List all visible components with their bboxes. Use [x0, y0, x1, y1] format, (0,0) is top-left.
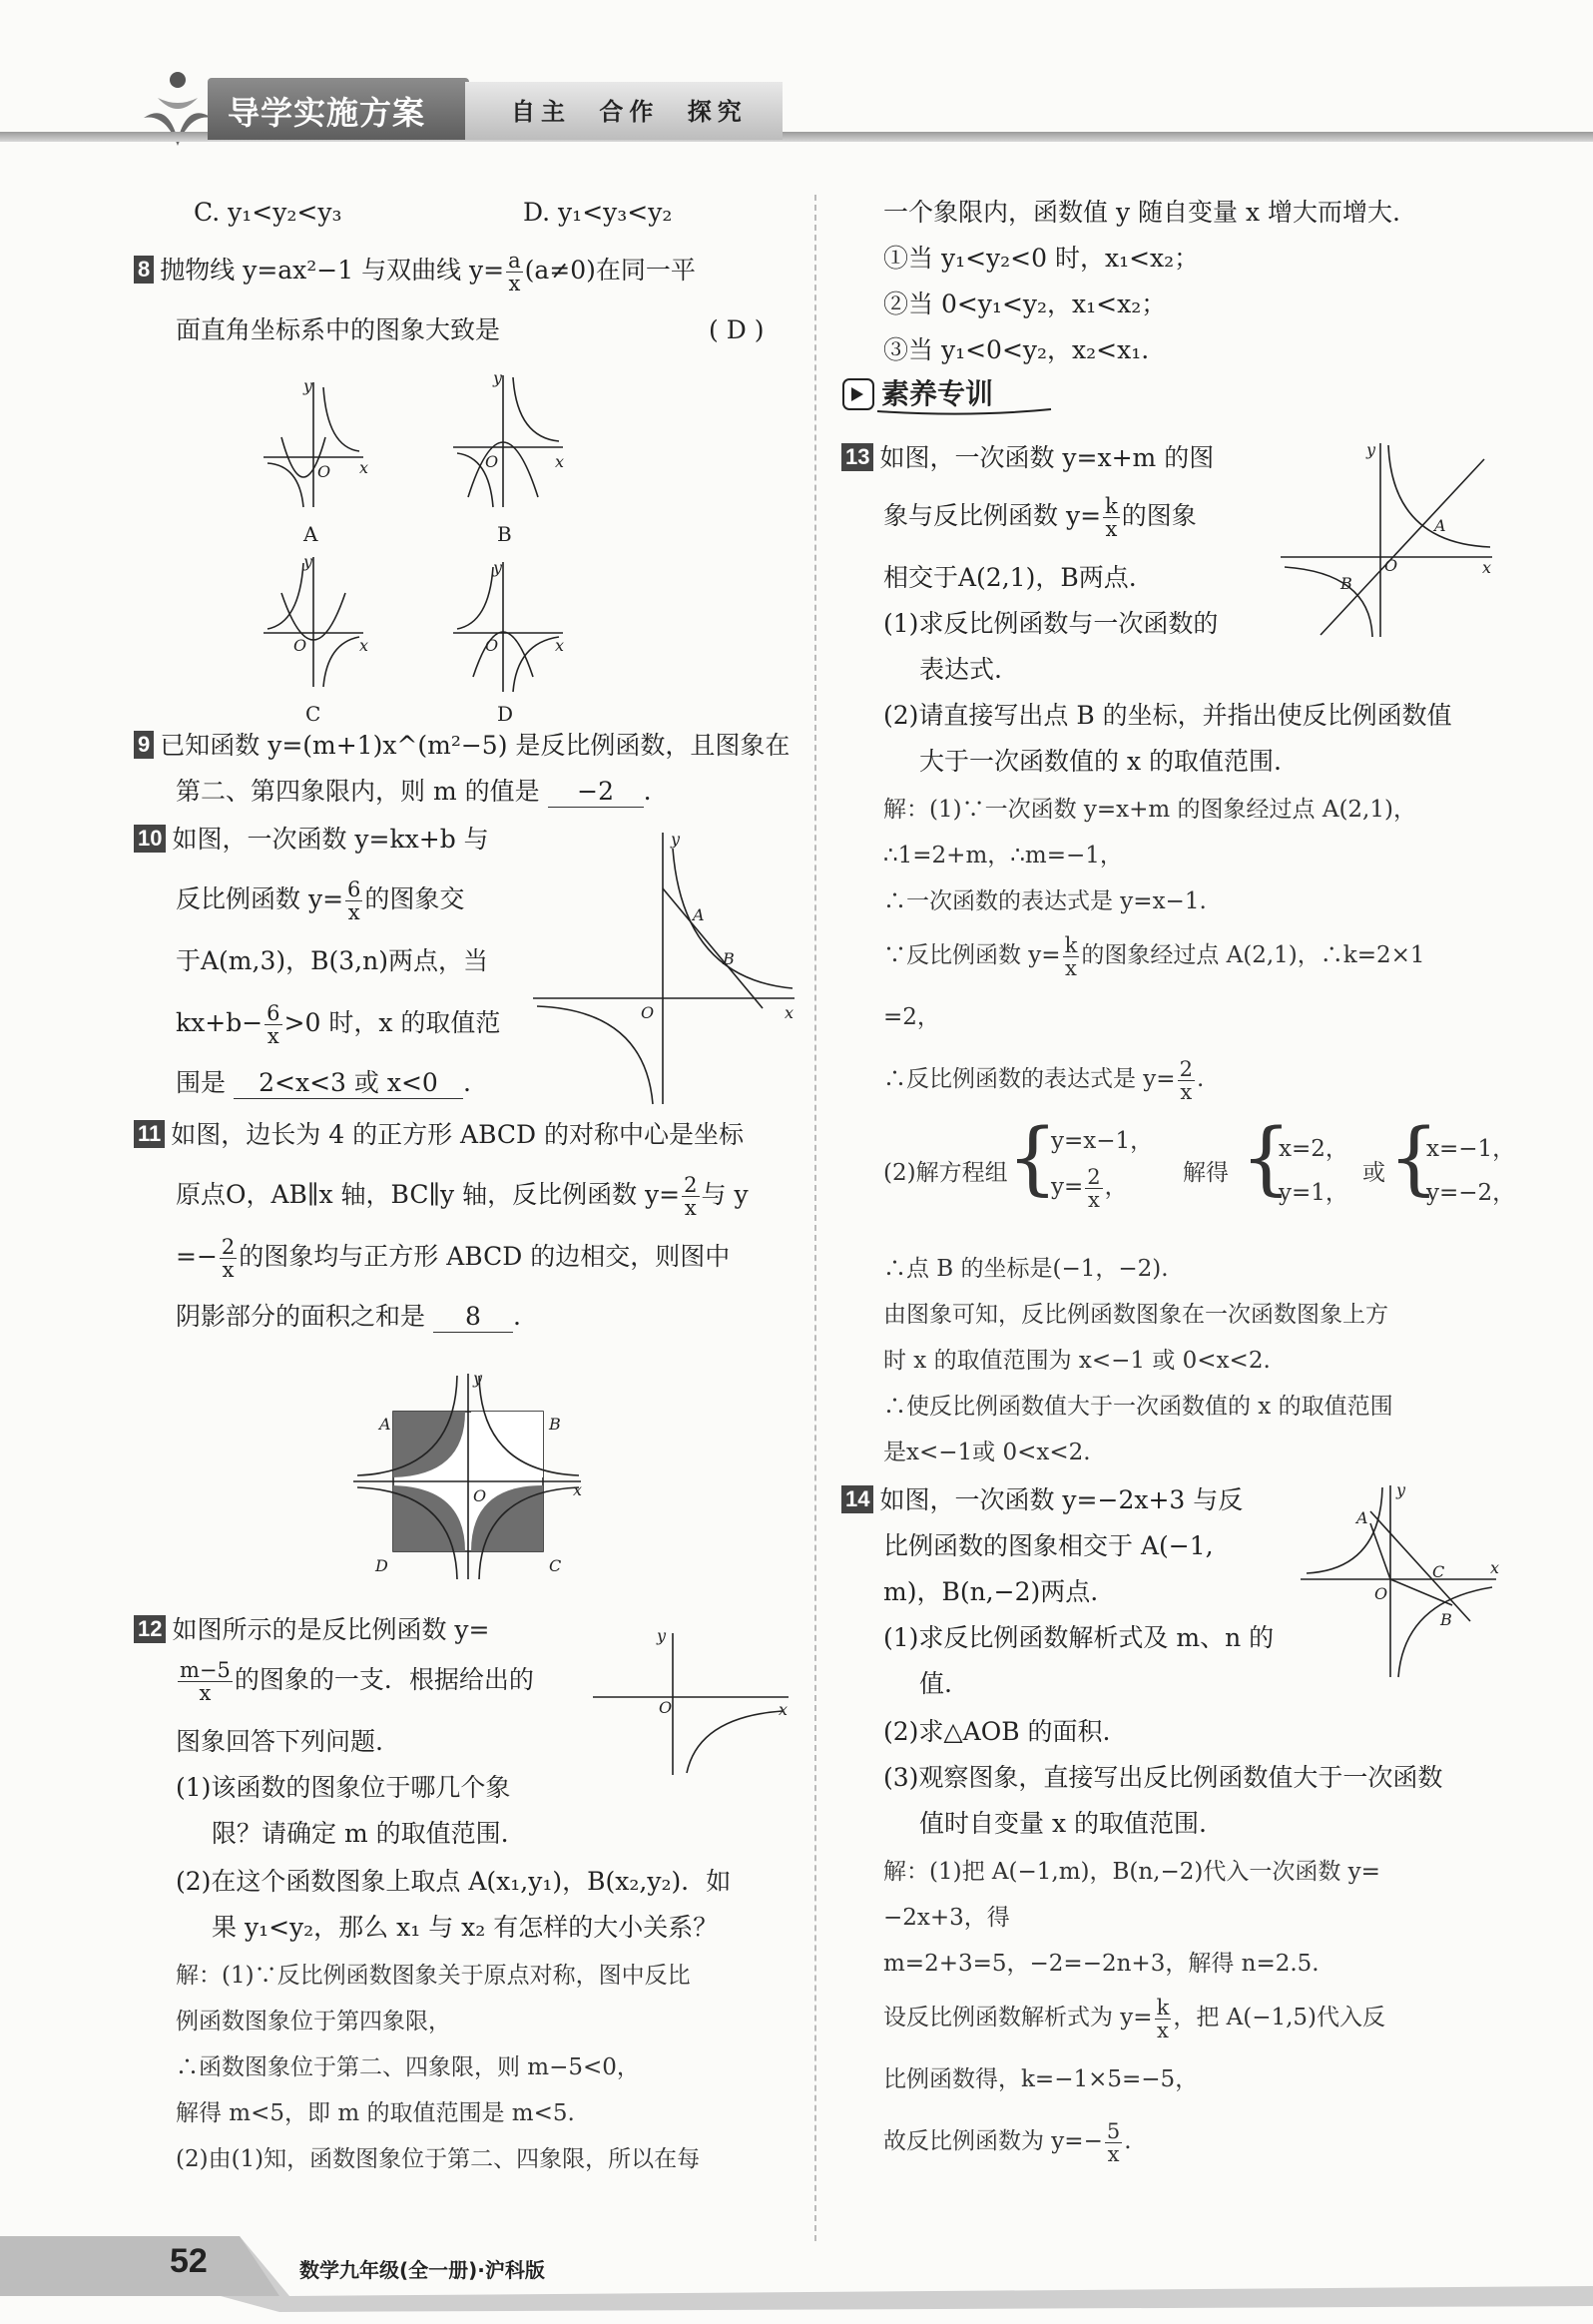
- fig-c-label: C: [305, 702, 321, 726]
- q8-line1: 8 抛物线 y=ax²−1 与双曲线 y= $\frac{a}{x}$ (a≠0)在同一平: [134, 248, 696, 294]
- fig-b-label: B: [497, 522, 512, 546]
- q11-line1: 11 如图，边长为 4 的正方形 ABCD 的对称中心是坐标: [134, 1112, 744, 1158]
- left-column: [134, 190, 793, 2226]
- svg-text:O: O: [485, 636, 499, 655]
- q10-line2: 反比例函数 y= $\frac{6}{x}$ 的图象交: [176, 877, 465, 924]
- svg-text:x: x: [779, 1700, 789, 1719]
- q14-part3a: (3)观察图象，直接写出反比例函数值大于一次函数: [883, 1763, 1443, 1792]
- svg-text:x: x: [359, 458, 369, 477]
- q14-figure: [1301, 1481, 1500, 1681]
- svg-text:O: O: [473, 1486, 487, 1505]
- q9-answer: −2: [548, 777, 644, 808]
- option-d: D. y₁<y₃<y₂: [523, 198, 673, 227]
- q8-line2: 面直角坐标系中的图象大致是: [176, 315, 501, 344]
- q11-line4: 阴影部分的面积之和是 8 .: [176, 1302, 521, 1331]
- q12-number: 12: [134, 1615, 166, 1643]
- fig-a-hyperbola2: [267, 463, 303, 507]
- q13-solution-3: ∴一次函数的表达式是 y=x−1.: [883, 888, 1207, 914]
- q13-line1: 13 如图，一次函数 y=x+m 的图: [841, 435, 1214, 481]
- q10-number: 10: [134, 825, 166, 853]
- q12-solution-2: 例函数图象位于第四象限，: [176, 2009, 451, 2034]
- q12-figure: [593, 1627, 793, 1777]
- q8-number: 8: [134, 256, 154, 284]
- q9-line1: 9 已知函数 y=(m+1)x^(m²−5) 是反比例函数，且图象在: [134, 723, 790, 769]
- svg-text:O: O: [485, 452, 499, 471]
- q13-solution-4: ∵反比例函数 y= $\frac{k}{x}$ 的图象经过点 A(2,1)，∴k=2×1: [883, 932, 1425, 980]
- q11-number: 11: [134, 1120, 165, 1148]
- q11-line3: =− $\frac{2}{x}$ 的图象均与正方形 ABCD 的边相交，则图中: [176, 1235, 731, 1282]
- q14-solution-2: −2x+3，得: [883, 1905, 1010, 1931]
- svg-text:y: y: [671, 830, 681, 849]
- q11-line2: 原点O，AB∥x 轴，BC∥y 轴，反比例函数 y= $\frac{2}{x}$ 与 y: [176, 1173, 749, 1220]
- fig-d-label: D: [497, 702, 514, 726]
- svg-text:O: O: [1374, 1584, 1388, 1603]
- svg-text:B: B: [549, 1415, 561, 1434]
- header-subtitle: 自主 合作 探究: [511, 98, 748, 126]
- q9-number: 9: [134, 731, 154, 759]
- svg-text:x: x: [573, 1480, 583, 1499]
- q12-part2b: 果 y₁<y₂，那么 x₁ 与 x₂ 有怎样的大小关系？: [212, 1913, 719, 1942]
- q14-solution-5: 比例函数得，k=−1×5=−5，: [883, 2066, 1199, 2092]
- svg-text:x: x: [555, 636, 565, 655]
- svg-text:x: x: [359, 636, 369, 655]
- header-title: 导学实施方案: [228, 94, 426, 132]
- q14-solution-3: m=2+3=5，−2=−2n+3，解得 n=2.5.: [883, 1951, 1320, 1977]
- q12-part2a: (2)在这个函数图象上取点 A(x₁,y₁)，B(x₂,y₂)．如: [176, 1867, 732, 1896]
- svg-text:O: O: [641, 1003, 655, 1022]
- q10-line3: 于A(m,3)，B(3,n)两点，当: [176, 946, 488, 975]
- q13-solution-10: 时 x 的取值范围为 x<−1 或 0<x<2.: [883, 1348, 1271, 1374]
- q14-solution-6: 故反比例函数为 y=− $\frac{5}{x}$ .: [883, 2118, 1132, 2166]
- q13-number: 13: [841, 443, 873, 471]
- q13-part1a: (1)求反比例函数与一次函数的: [883, 609, 1219, 638]
- q10-line1: 10 如图，一次函数 y=kx+b 与: [134, 817, 489, 863]
- q14-line2: 比例函数的图象相交于 A(−1,: [883, 1531, 1214, 1560]
- fig-b-hyperbola: [513, 377, 559, 441]
- svg-text:y: y: [493, 558, 503, 577]
- option-c: C. y₁<y₂<y₃: [194, 198, 342, 227]
- svg-text:C: C: [549, 1556, 562, 1575]
- q13-solution-2: ∴1=2+m，∴m=−1，: [883, 843, 1123, 869]
- q11-figure: [353, 1372, 583, 1581]
- q13-part2a: (2)请直接写出点 B 的坐标，并指出使反比例函数值: [883, 701, 1452, 730]
- q12-solution-4: 解得 m<5，即 m 的取值范围是 m<5.: [176, 2100, 575, 2126]
- q10-line4: kx+b− $\frac{6}{x}$ >0 时，x 的取值范: [176, 1001, 501, 1048]
- svg-text:B: B: [1340, 574, 1352, 593]
- q13-part1b: 表达式.: [919, 655, 1002, 684]
- q10-line5: 围是 2<x<3 或 x<0 .: [176, 1068, 471, 1097]
- q12-part1a: (1)该函数的图象位于哪几个象: [176, 1773, 511, 1802]
- q13-figure: [1281, 439, 1500, 639]
- svg-text:B: B: [1440, 1610, 1452, 1629]
- svg-text:y: y: [657, 1627, 667, 1645]
- page-footer: [0, 2226, 1593, 2324]
- svg-text:B: B: [723, 949, 735, 968]
- fig-c-hyperbola: [267, 563, 303, 629]
- q14-part2: (2)求△AOB 的面积.: [883, 1717, 1111, 1746]
- q13-solution-12: 是x<−1或 0<x<2.: [883, 1440, 1091, 1465]
- svg-text:y: y: [303, 552, 313, 571]
- q13-solution-1: 解：(1)∵一次函数 y=x+m 的图象经过点 A(2,1)，: [883, 797, 1416, 823]
- svg-text:O: O: [293, 636, 307, 655]
- q13-solution-5: =2，: [883, 1004, 940, 1030]
- q13-solution-6: ∴反比例函数的表达式是 y= $\frac{2}{x}$ .: [883, 1056, 1205, 1104]
- q14-line1: 14 如图，一次函数 y=−2x+3 与反: [841, 1477, 1243, 1523]
- section-tag: [841, 371, 1061, 417]
- svg-text:x: x: [1482, 558, 1492, 577]
- svg-text:y: y: [1396, 1481, 1406, 1499]
- svg-text:x: x: [555, 452, 565, 471]
- q13-part2b: 大于一次函数值的 x 的取值范围.: [919, 747, 1282, 776]
- q12-line2: $\frac{m-5}{x}$ 的图象的一支．根据给出的: [180, 1658, 534, 1705]
- q12-solution-3: ∴函数图象位于第二、四象限，则 m−5<0，: [176, 2054, 640, 2080]
- page-header: [0, 60, 1593, 160]
- svg-text:O: O: [1384, 556, 1398, 575]
- q10-answer: 2<x<3 或 x<0: [234, 1068, 463, 1099]
- right-column: 一个象限内，函数值 y 随自变量 x 增大而增大. ①当 y₁<y₂<0 时，x₁<x₂； ②当 0<y₁<y₂，x₁<x₂； ③当 y₁<0<y₂，x₂<x₁. 素养专训 13 如图，一次函数 y=x+m 的图 象与反比例函数 y= $\frac{k}{x}$ 的图象 相交于A(2,1)，B两点. (1)求反比例函数与一次函数的 表达式. (2)请直接写出点 B 的坐标，并指出使反比例函数值 大于一次函数值的 x 的取值范围. y O x A B 解：(1)∵一次函数 y=x+m 的图象经过点 A(2,1)， ∴1=2+m，∴m=−1， ∴一次函数的表达式是 y=x−1. ∵反比例函数 y= $\frac{k}{x}$ 的图象经过点 A(2,1)，∴k=2×1 =2， ∴反比例函数的表达式是 y= $\frac{2}{x}$ . (2)解方程组 { y=x−1， y= $\frac{2}{x}$ ， 解得 { x=2， y=1， 或 { x=−1， y=−2， ∴点 B 的坐标是(−1，−2). 由图象可知，反比例函数图象在一次函数图象上方 时 x 的取值范围为 x<−1 或 0<x<2. ∴使反比例函数值大于一次函数值的 x 的取值范围 是x<−1或 0<x<2. 14 如图，一次函数 y=−2x+3 与反 比例函数的图象相交于 A(−1, m)，B(n,−2)两点. (1)求反比例函数解析式及 m、n 的 值. (2)求△AOB 的面积. (3)观察图象，直接写出反比例函数值大于一次函数 值时自变量 x 的取值范围. y O x A B C 解：(1)把 A(−1,m)，B(n,−2)代入一次函数 y= −2x+3，得 m=2+3=5，−2=−2n+3，解得 n=2.5. 设反比例函数解析式为 y= $\frac{k}{x}$ ，把 A(−1,5)代入反 比例函数得，k=−1×5=−5， 故反比例函数为 y=− $\frac{5}{x}$ .: [841, 190, 1508, 2226]
- q12-cont-3: ②当 0<y₁<y₂，x₁<x₂；: [883, 290, 1167, 318]
- q13-line3: 相交于A(2,1)，B两点.: [883, 563, 1137, 592]
- svg-text:C: C: [1432, 1562, 1445, 1581]
- q9-line2: 第二、第四象限内，则 m 的值是 −2 .: [176, 777, 652, 806]
- svg-text:A: A: [1356, 1508, 1368, 1527]
- svg-text:y: y: [493, 368, 503, 387]
- svg-text:y: y: [1366, 440, 1376, 459]
- fig-a-label: A: [303, 522, 318, 546]
- q13-solution-11: ∴使反比例函数值大于一次函数值的 x 的取值范围: [883, 1394, 1393, 1420]
- q13-line2: 象与反比例函数 y= $\frac{k}{x}$ 的图象: [883, 494, 1197, 541]
- q14-part3b: 值时自变量 x 的取值范围.: [919, 1809, 1207, 1838]
- q12-solution-5: (2)由(1)知，函数图象位于第二、四象限，所以在每: [176, 2146, 701, 2172]
- page-number: 52: [170, 2242, 208, 2280]
- q12-line1: 12 如图所示的是反比例函数 y=: [134, 1607, 490, 1653]
- q12-solution-1: 解：(1)∵反比例函数图象关于原点对称，图中反比: [176, 1963, 691, 1989]
- svg-text:O: O: [659, 1698, 673, 1717]
- q13-solution-8: ∴点 B 的坐标是(−1，−2).: [883, 1256, 1169, 1282]
- svg-text:A: A: [693, 905, 705, 924]
- q12-cont-4: ③当 y₁<0<y₂，x₂<x₁.: [883, 335, 1150, 364]
- svg-text:x: x: [1490, 1558, 1500, 1577]
- svg-text:A: A: [1434, 516, 1446, 535]
- q12-line3: 图象回答下列问题.: [176, 1727, 383, 1756]
- svg-text:y: y: [303, 376, 313, 395]
- fig-d-hyperbola: [457, 567, 493, 629]
- q14-part1a: (1)求反比例函数解析式及 m、n 的: [883, 1623, 1275, 1652]
- q12-cont-1: 一个象限内，函数值 y 随自变量 x 增大而增大.: [883, 198, 1400, 227]
- q14-solution-4: 设反比例函数解析式为 y= $\frac{k}{x}$ ，把 A(−1,5)代入反: [883, 1995, 1386, 2042]
- q11-answer: 8: [433, 1302, 513, 1333]
- q14-solution-1: 解：(1)把 A(−1,m)，B(n,−2)代入一次函数 y=: [883, 1859, 1380, 1885]
- q12-part1b: 限？请确定 m 的取值范围.: [212, 1819, 509, 1848]
- svg-text:y: y: [473, 1372, 483, 1388]
- svg-text:O: O: [317, 462, 331, 481]
- section-title: 素养专训: [881, 377, 994, 410]
- q14-number: 14: [841, 1485, 873, 1513]
- q14-part1b: 值.: [919, 1669, 952, 1698]
- book-title: 数学九年级(全一册)·沪科版: [299, 2258, 545, 2282]
- q8-answer: ( D ): [709, 315, 765, 344]
- svg-text:A: A: [379, 1415, 391, 1434]
- q12-cont-2: ①当 y₁<y₂<0 时，x₁<x₂；: [883, 244, 1200, 273]
- svg-text:D: D: [375, 1556, 388, 1575]
- svg-text:x: x: [785, 1003, 795, 1022]
- q13-solution-9: 由图象可知，反比例函数图象在一次函数图象上方: [883, 1302, 1388, 1328]
- fig-a-hyperbola: [323, 387, 359, 451]
- column-divider: [814, 195, 816, 2241]
- q14-line3: m)，B(n,−2)两点.: [883, 1577, 1099, 1606]
- q10-figure: [533, 829, 796, 1108]
